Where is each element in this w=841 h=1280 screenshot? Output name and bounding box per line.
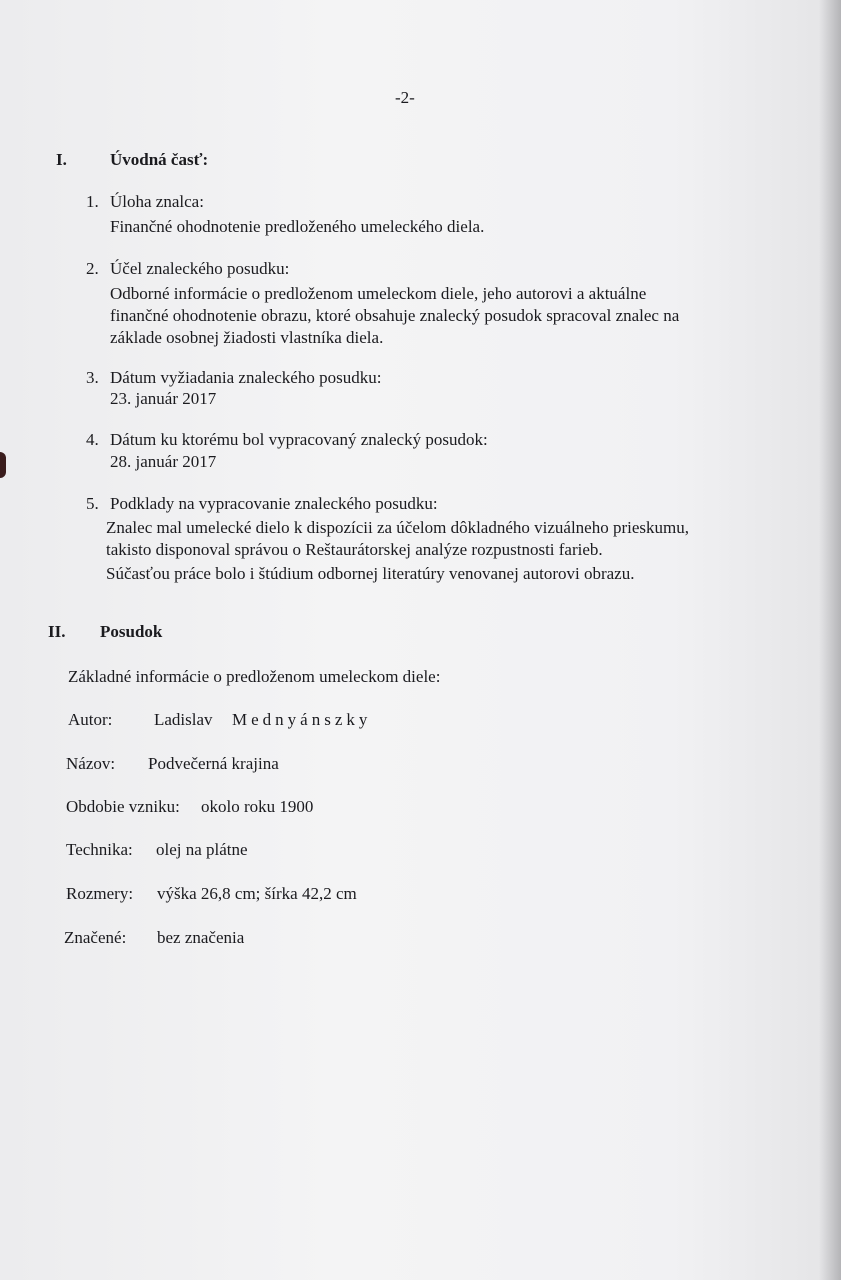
item-5-number: 5. — [86, 494, 99, 513]
item-4-number: 4. — [86, 430, 99, 449]
item-2-number: 2. — [86, 259, 99, 278]
autor-first-name: Ladislav — [154, 710, 213, 729]
binder-hole-mark — [0, 452, 6, 478]
item-3-heading: Dátum vyžiadania znaleckého posudku: — [110, 368, 382, 387]
item-1-heading: Úloha znalca: — [110, 192, 204, 211]
section-2-intro: Základné informácie o predloženom umeleckom diele: — [68, 667, 441, 686]
autor-last-name: Mednyánszky — [232, 710, 372, 729]
technika-value: olej na plátne — [156, 840, 248, 859]
item-1-number: 1. — [86, 192, 99, 211]
obdobie-label: Obdobie vzniku: — [66, 797, 180, 816]
item-2-text-line-3: základe osobnej žiadosti vlastníka diela. — [110, 328, 384, 347]
nazov-label: Názov: — [66, 754, 116, 773]
page-edge-shadow — [819, 0, 841, 1280]
item-2-text-line-1: Odborné informácie o predloženom umeleckom diele, jeho autorovi a aktuálne — [110, 284, 647, 303]
section-2-title: Posudok — [100, 622, 163, 641]
item-4-heading: Dátum ku ktorému bol vypracovaný znalecký posudok: — [110, 430, 488, 449]
item-4-date: 28. január 2017 — [110, 452, 217, 471]
section-2-number: II. — [48, 622, 66, 641]
item-1-text: Finančné ohodnotenie predloženého umeleckého diela. — [110, 217, 485, 236]
item-2-text-line-2: finančné ohodnotenie obrazu, ktoré obsahuje znalecký posudok spracoval znalec na — [110, 306, 680, 325]
item-2-heading: Účel znaleckého posudku: — [110, 259, 290, 278]
page-number: -2- — [395, 88, 415, 107]
item-5-heading: Podklady na vypracovanie znaleckého posudku: — [110, 494, 438, 513]
znacene-value: bez značenia — [157, 928, 245, 947]
item-3-date: 23. január 2017 — [110, 389, 217, 408]
znacene-label: Značené: — [64, 928, 127, 947]
section-1-number: I. — [56, 150, 67, 169]
rozmery-label: Rozmery: — [66, 884, 134, 903]
autor-label: Autor: — [68, 710, 113, 729]
obdobie-value: okolo roku 1900 — [201, 797, 314, 816]
section-1-title: Úvodná časť: — [110, 150, 209, 169]
rozmery-value: výška 26,8 cm; šírka 42,2 cm — [157, 884, 357, 903]
item-5-text-line-3: Súčasťou práce bolo i štúdium odbornej literatúry venovanej autorovi obrazu. — [106, 564, 635, 583]
nazov-value: Podvečerná krajina — [148, 754, 279, 773]
technika-label: Technika: — [66, 840, 133, 859]
item-5-text-line-1: Znalec mal umelecké dielo k dispozícii za účelom dôkladného vizuálneho prieskumu, — [106, 518, 689, 537]
item-5-text-line-2: takisto disponoval správou o Reštaurátorskej analýze rozpustnosti farieb. — [106, 540, 603, 559]
item-3-number: 3. — [86, 368, 99, 387]
